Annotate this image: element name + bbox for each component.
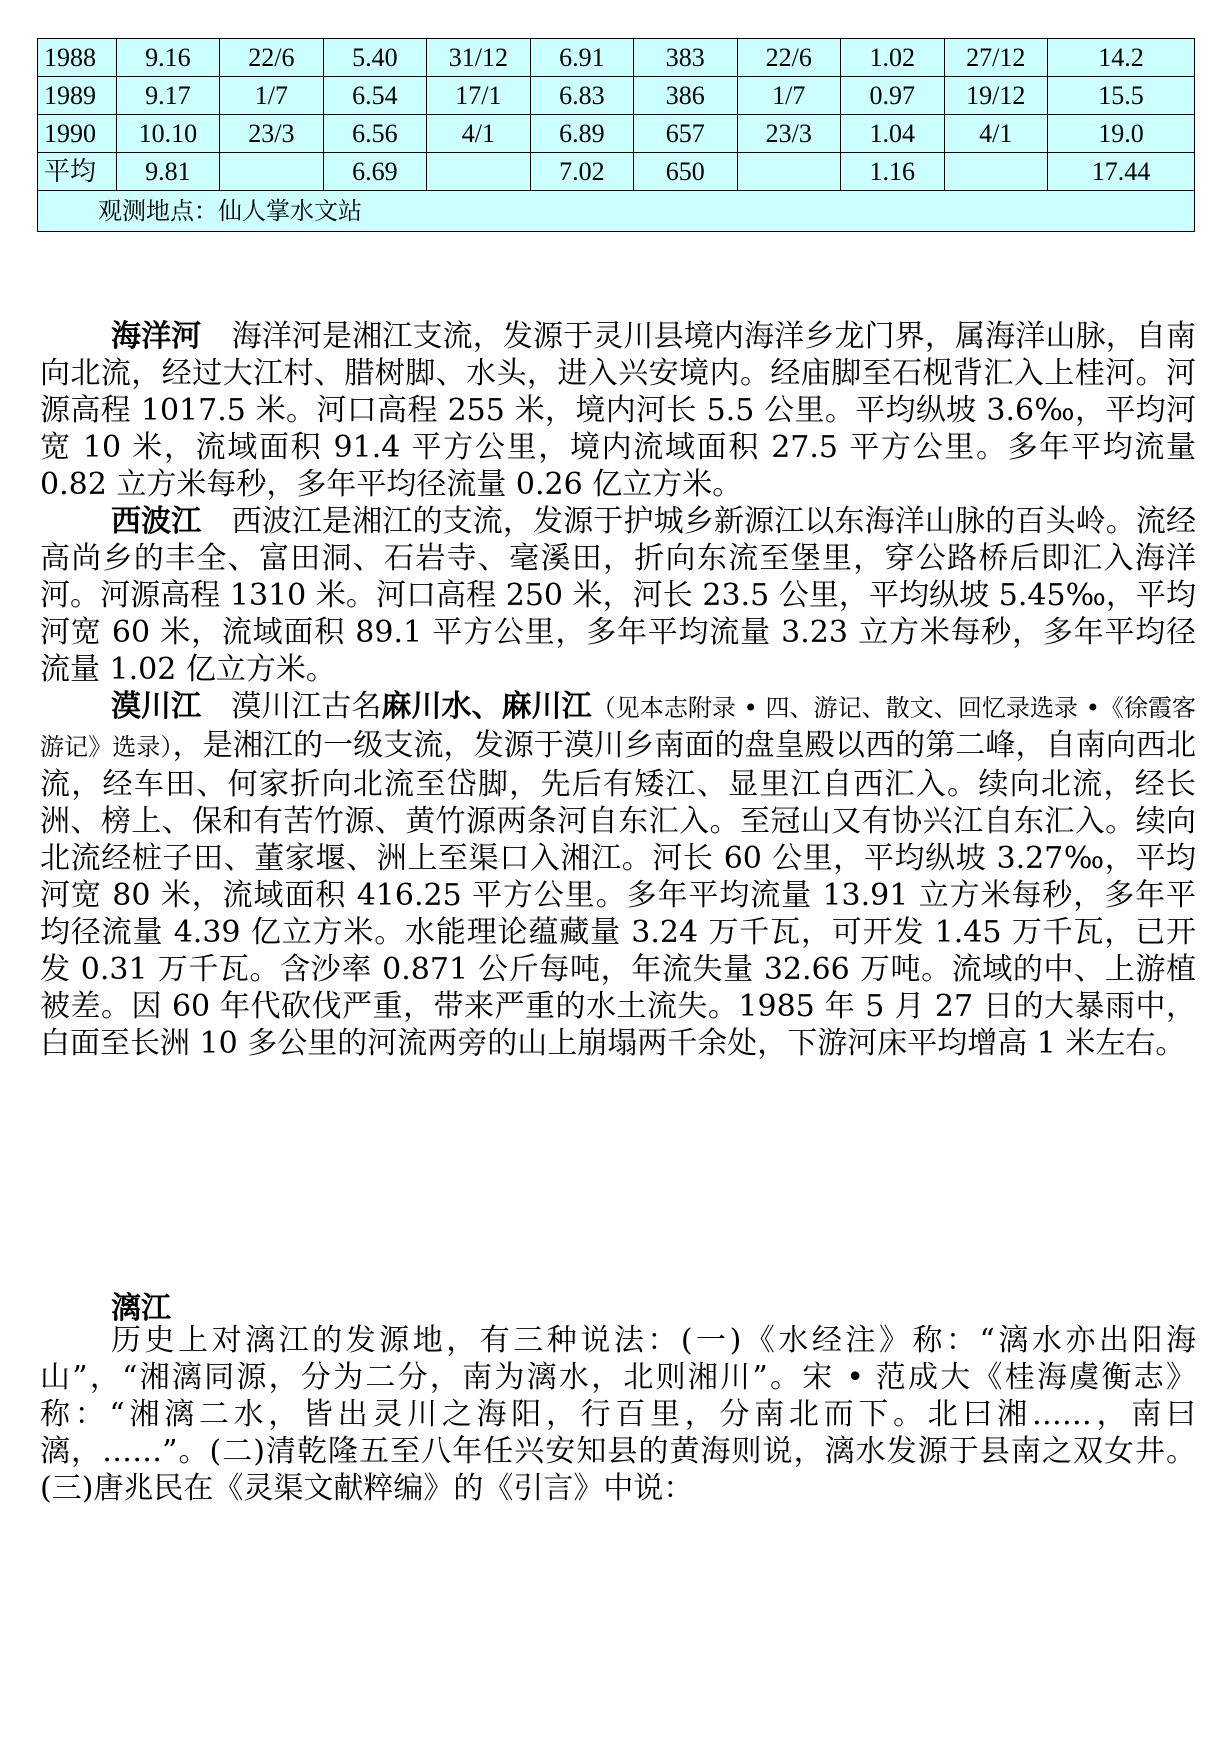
- table-cell: 27/12: [944, 39, 1047, 77]
- paragraph-mochuan: [40, 688, 1196, 1062]
- table-row: [38, 77, 1195, 115]
- table-cell: 14.2: [1048, 39, 1195, 77]
- section-heading: 漓江: [111, 1291, 171, 1326]
- table-cell: 1990: [38, 115, 117, 153]
- table-cell: 6.91: [530, 39, 633, 77]
- hydrology-table: [37, 38, 1195, 232]
- table-row: [38, 115, 1195, 153]
- paragraph-haiyang: [40, 318, 1196, 503]
- table-cell: 7.02: [530, 153, 633, 191]
- lijiang-section: [40, 1322, 1196, 1507]
- table-cell: 1.02: [841, 39, 944, 77]
- table-cell: [220, 153, 323, 191]
- table-cell: 平均: [38, 153, 117, 191]
- paragraph-text: ，是湘江的一级支流，发源于漠川乡南面的盘皇殿以西的第二峰，自南向西北流，经车田、何家折向北流至岱脚，先后有矮江、显里江自西汇入。续向北流，经长洲、榜上、保和有苦竹源、黄竹源两条河自东汇入。至冠山又有协兴江自东汇入。续向北流经桩子田、董家堰、洲上至渠口入湘江。河长 60 公里，平均纵坡 3.27‰，平均河宽 80 米，流域面积 416.25 平方公里。多年平均流量 13.91 立方米每秒，多年平均径流量 4.39 亿立方米。水能理论蕴藏量 3.24 万千瓦，可开发 1.45 万千瓦，已开发 0.31 万千瓦。含沙率 0.871 公斤每吨，年流失量 32.66 万吨。流域的中、上游植被差。因 60 年代砍伐严重，带来严重的水土流失。1985 年 5 月 27 日的大暴雨中，白面至长洲 10 多公里的河流两旁的山上崩塌两千余处，下游河床平均增高 1 米左右。: [40, 728, 1197, 1061]
- river-name: 漠川江: [111, 689, 202, 724]
- table-cell: 15.5: [1048, 77, 1195, 115]
- table-cell: 9.17: [116, 77, 219, 115]
- table-cell: 1/7: [220, 77, 323, 115]
- table-cell: 383: [634, 39, 737, 77]
- table-body: [38, 39, 1195, 232]
- table-cell: 19.0: [1048, 115, 1195, 153]
- table-cell: 1988: [38, 39, 117, 77]
- river-descriptions: [40, 318, 1196, 1062]
- table-note: 观测地点：仙人掌水文站: [38, 191, 1195, 232]
- table-cell: 4/1: [427, 115, 530, 153]
- table-cell: 9.81: [116, 153, 219, 191]
- table-cell: [427, 153, 530, 191]
- table-cell: [737, 153, 840, 191]
- paragraph-text: 西波江是湘江的支流，发源于护城乡新源江以东海洋山脉的百头岭。流经高尚乡的丰全、富田洞、石岩寺、毫溪田，折向东流至堡里，穿公路桥后即汇入海洋河。河源高程 1310 米。河口高程 250 米，河长 23.5 公里，平均纵坡 5.45‰，平均河宽 60 米，流域面积 89.1 平方公里，多年平均流量 3.23 立方米每秒，多年平均径流量 1.02 亿立方米。: [40, 504, 1197, 687]
- table-cell: 5.40: [323, 39, 426, 77]
- table-cell: 9.16: [116, 39, 219, 77]
- table-cell: 10.10: [116, 115, 219, 153]
- paragraph-lijiang: 历史上对漓江的发源地，有三种说法：(一)《水经注》称：“漓水亦出阳海山”，“湘漓同源，分为二分，南为漓水，北则湘川”。宋 • 范成大《桂海虞衡志》称：“湘漓二水，皆出灵川之海阳，行百里，分南北而下。北曰湘……，南曰漓，……”。(二)清乾隆五至八年任兴安知县的黄海则说，漓水发源于县南之双女井。(三)唐兆民在《灵渠文献粹编》的《引言》中说：: [40, 1323, 1196, 1506]
- table-cell: 23/3: [737, 115, 840, 153]
- table-cell: 22/6: [220, 39, 323, 77]
- table-cell: 22/6: [737, 39, 840, 77]
- river-name: 西波江: [111, 504, 202, 539]
- reference-note: （见本志附录 • 四、游记、散文、回忆录选录 •《徐霞客游记》选录）: [40, 694, 1197, 761]
- table-cell: 1989: [38, 77, 117, 115]
- table-cell: 31/12: [427, 39, 530, 77]
- table-cell: 4/1: [944, 115, 1047, 153]
- river-alt-names: 麻川水、麻川江: [381, 689, 592, 724]
- table-row: [38, 39, 1195, 77]
- table-cell: 0.97: [841, 77, 944, 115]
- paragraph-text: 海洋河是湘江支流，发源于灵川县境内海洋乡龙门界，属海洋山脉，自南向北流，经过大江村、腊树脚、水头，进入兴安境内。经庙脚至石枧背汇入上桂河。河源高程 1017.5 米。河口高程 255 米，境内河长 5.5 公里。平均纵坡 3.6‰，平均河宽 10 米，流域面积 91.4 平方公里，境内流域面积 27.5 平方公里。多年平均流量 0.82 立方米每秒，多年平均径流量 0.26 亿立方米。: [40, 319, 1197, 502]
- table-cell: 6.56: [323, 115, 426, 153]
- table-cell: 650: [634, 153, 737, 191]
- table-cell: 6.89: [530, 115, 633, 153]
- table-cell: 1.16: [841, 153, 944, 191]
- table-row: [38, 191, 1195, 232]
- table-cell: 6.69: [323, 153, 426, 191]
- table-cell: 657: [634, 115, 737, 153]
- table-cell: 6.83: [530, 77, 633, 115]
- table-cell: 19/12: [944, 77, 1047, 115]
- table-cell: [944, 153, 1047, 191]
- table-cell: 6.54: [323, 77, 426, 115]
- table-cell: 17/1: [427, 77, 530, 115]
- table-cell: 386: [634, 77, 737, 115]
- table-cell: 1.04: [841, 115, 944, 153]
- table-cell: 23/3: [220, 115, 323, 153]
- table-cell: 17.44: [1048, 153, 1195, 191]
- table-cell: 1/7: [737, 77, 840, 115]
- paragraph-xibo: [40, 503, 1196, 688]
- paragraph-lead: 漠川江古名: [231, 689, 382, 724]
- table-row: [38, 153, 1195, 191]
- river-name: 海洋河: [111, 319, 202, 354]
